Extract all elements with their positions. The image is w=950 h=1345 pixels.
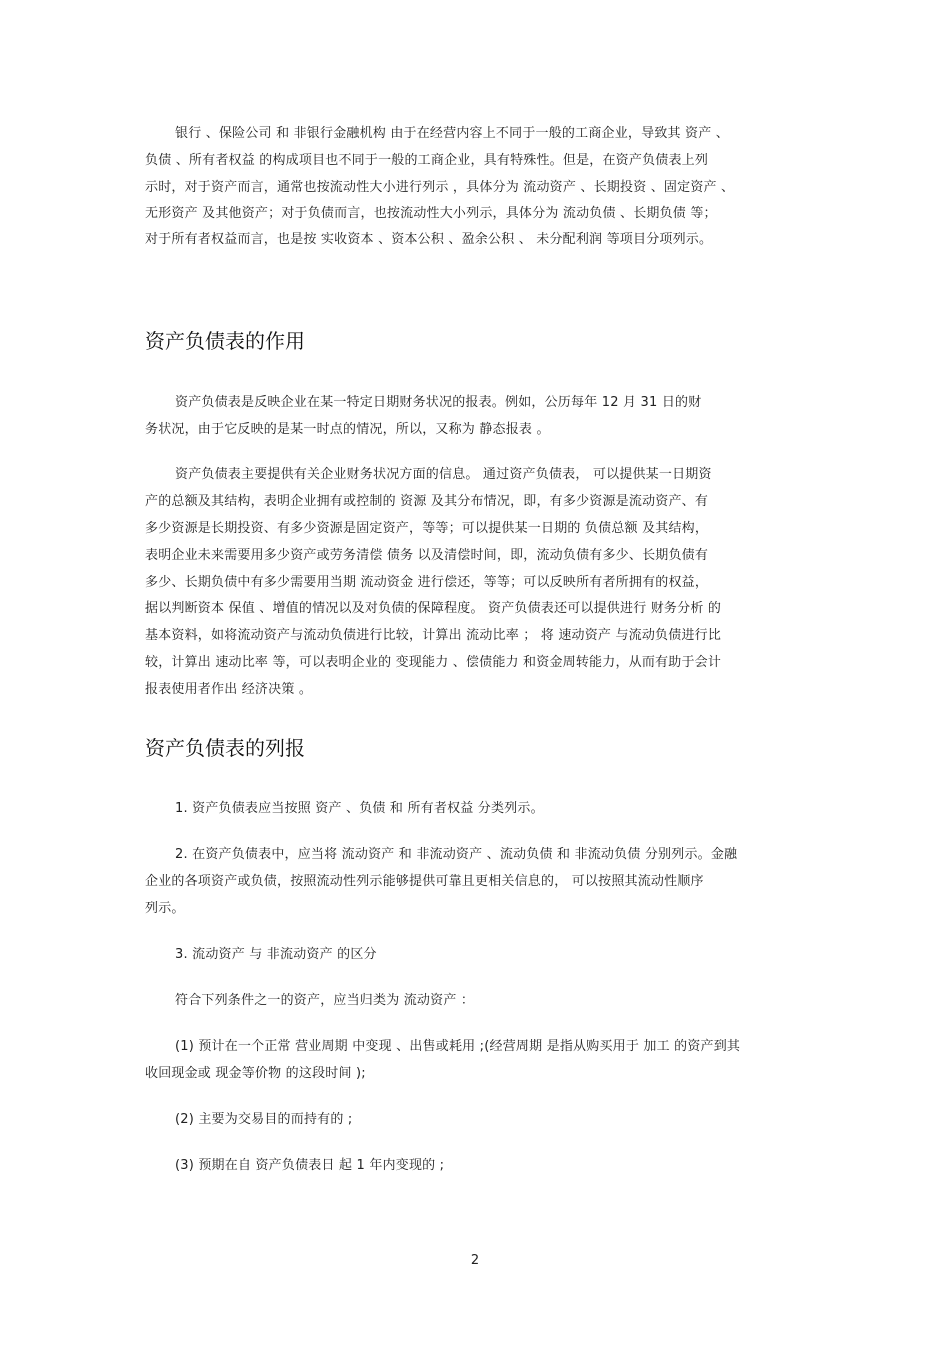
role-para2-line-4: 表明企业未来需要用多少资产或劳务清偿 债务 以及清偿时间，即，流动负债有多少、长期负债有 [145, 548, 709, 563]
page-number: 2 [470, 1253, 480, 1268]
report-item-2-line-1: 2. 在资产负债表中，应当将 流动资产 和 非流动资产 、流动负债 和 非流动负债 分别列示。金融 [175, 847, 738, 862]
role-para2-line-9: 报表使用者作出 经济决策 。 [145, 682, 313, 697]
report-item-2-line-2: 企业的各项资产或负债，按照流动性列示能够提供可靠且更相关信息的， 可以按照其流动性顺序 [145, 874, 704, 889]
role-para1-line-2: 务状况，由于它反映的是某一时点的情况，所以，又称为 静态报表 。 [145, 422, 550, 437]
intro-line-5: 对于所有者权益而言，也是按 实收资本 、资本公积 、盈余公积 、 未分配利润 等项目分项列示。 [145, 232, 713, 247]
intro-line-1: 银行 、保险公司 和 非银行金融机构 由于在经营内容上不同于一般的工商企业，导致其 资产 、 [175, 126, 729, 141]
intro-line-4: 无形资产 及其他资产；对于负债而言，也按流动性大小列示，具体分为 流动负债 、长期负债 等； [145, 206, 717, 221]
condition-2: (2) 主要为交易目的而持有的 ; [175, 1112, 353, 1127]
section-heading-report: 资产负债表的列报 [145, 736, 305, 760]
role-para2-line-7: 基本资料，如将流动资产与流动负债进行比较，计算出 流动比率 ； 将 速动资产 与流动负债进行比 [145, 628, 722, 643]
role-para2-line-3: 多少资源是长期投资、有多少资源是固定资产，等等；可以提供某一日期的 负债总额 及其结构， [145, 521, 709, 536]
report-item-1: 1. 资产负债表应当按照 资产 、负债 和 所有者权益 分类列示。 [175, 801, 544, 816]
role-para2-line-2: 产的总额及其结构，表明企业拥有或控制的 资源 及其分布情况，即，有多少资源是流动资产、有 [145, 494, 709, 509]
intro-line-2: 负债 、所有者权益 的构成项目也不同于一般的工商企业，具有特殊性。但是，在资产负债表上列 [145, 153, 709, 168]
section-heading-role: 资产负债表的作用 [145, 329, 305, 353]
criteria-intro: 符合下列条件之一的资产，应当归类为 流动资产 ： [175, 993, 475, 1008]
condition-3: (3) 预期在自 资产负债表日 起 1 年内变现的 ; [175, 1158, 445, 1173]
role-para2-line-5: 多少、长期负债中有多少需要用当期 流动资金 进行偿还，等等；可以反映所有者所拥有的权益， [145, 575, 709, 590]
role-para2-line-6: 据以判断资本 保值 、增值的情况以及对负债的保障程度。 资产负债表还可以提供进行 财务分析 的 [145, 601, 722, 616]
role-para1-line-1: 资产负债表是反映企业在某一特定日期财务状况的报表。例如，公历每年 12 月 31 日的财 [175, 395, 702, 410]
intro-line-3: 示时，对于资产而言，通常也按流动性大小进行列示 ，具体分为 流动资产 、长期投资 、固定资产 、 [145, 180, 735, 195]
condition-1-line-1: (1) 预计在一个正常 营业周期 中变现 、出售或耗用 ;(经营周期 是指从购买用于 加工 的资产到其 [175, 1039, 741, 1054]
role-para2-line-1: 资产负债表主要提供有关企业财务状况方面的信息。 通过资产负债表， 可以提供某一日期资 [175, 467, 712, 482]
role-para2-line-8: 较，计算出 速动比率 等，可以表明企业的 变现能力 、偿债能力 和资金周转能力，从而有助于会计 [145, 655, 722, 670]
report-item-3: 3. 流动资产 与 非流动资产 的区分 [175, 947, 377, 962]
condition-1-line-2: 收回现金或 现金等价物 的这段时间 ); [145, 1066, 366, 1081]
report-item-2-line-3: 列示。 [145, 901, 185, 916]
